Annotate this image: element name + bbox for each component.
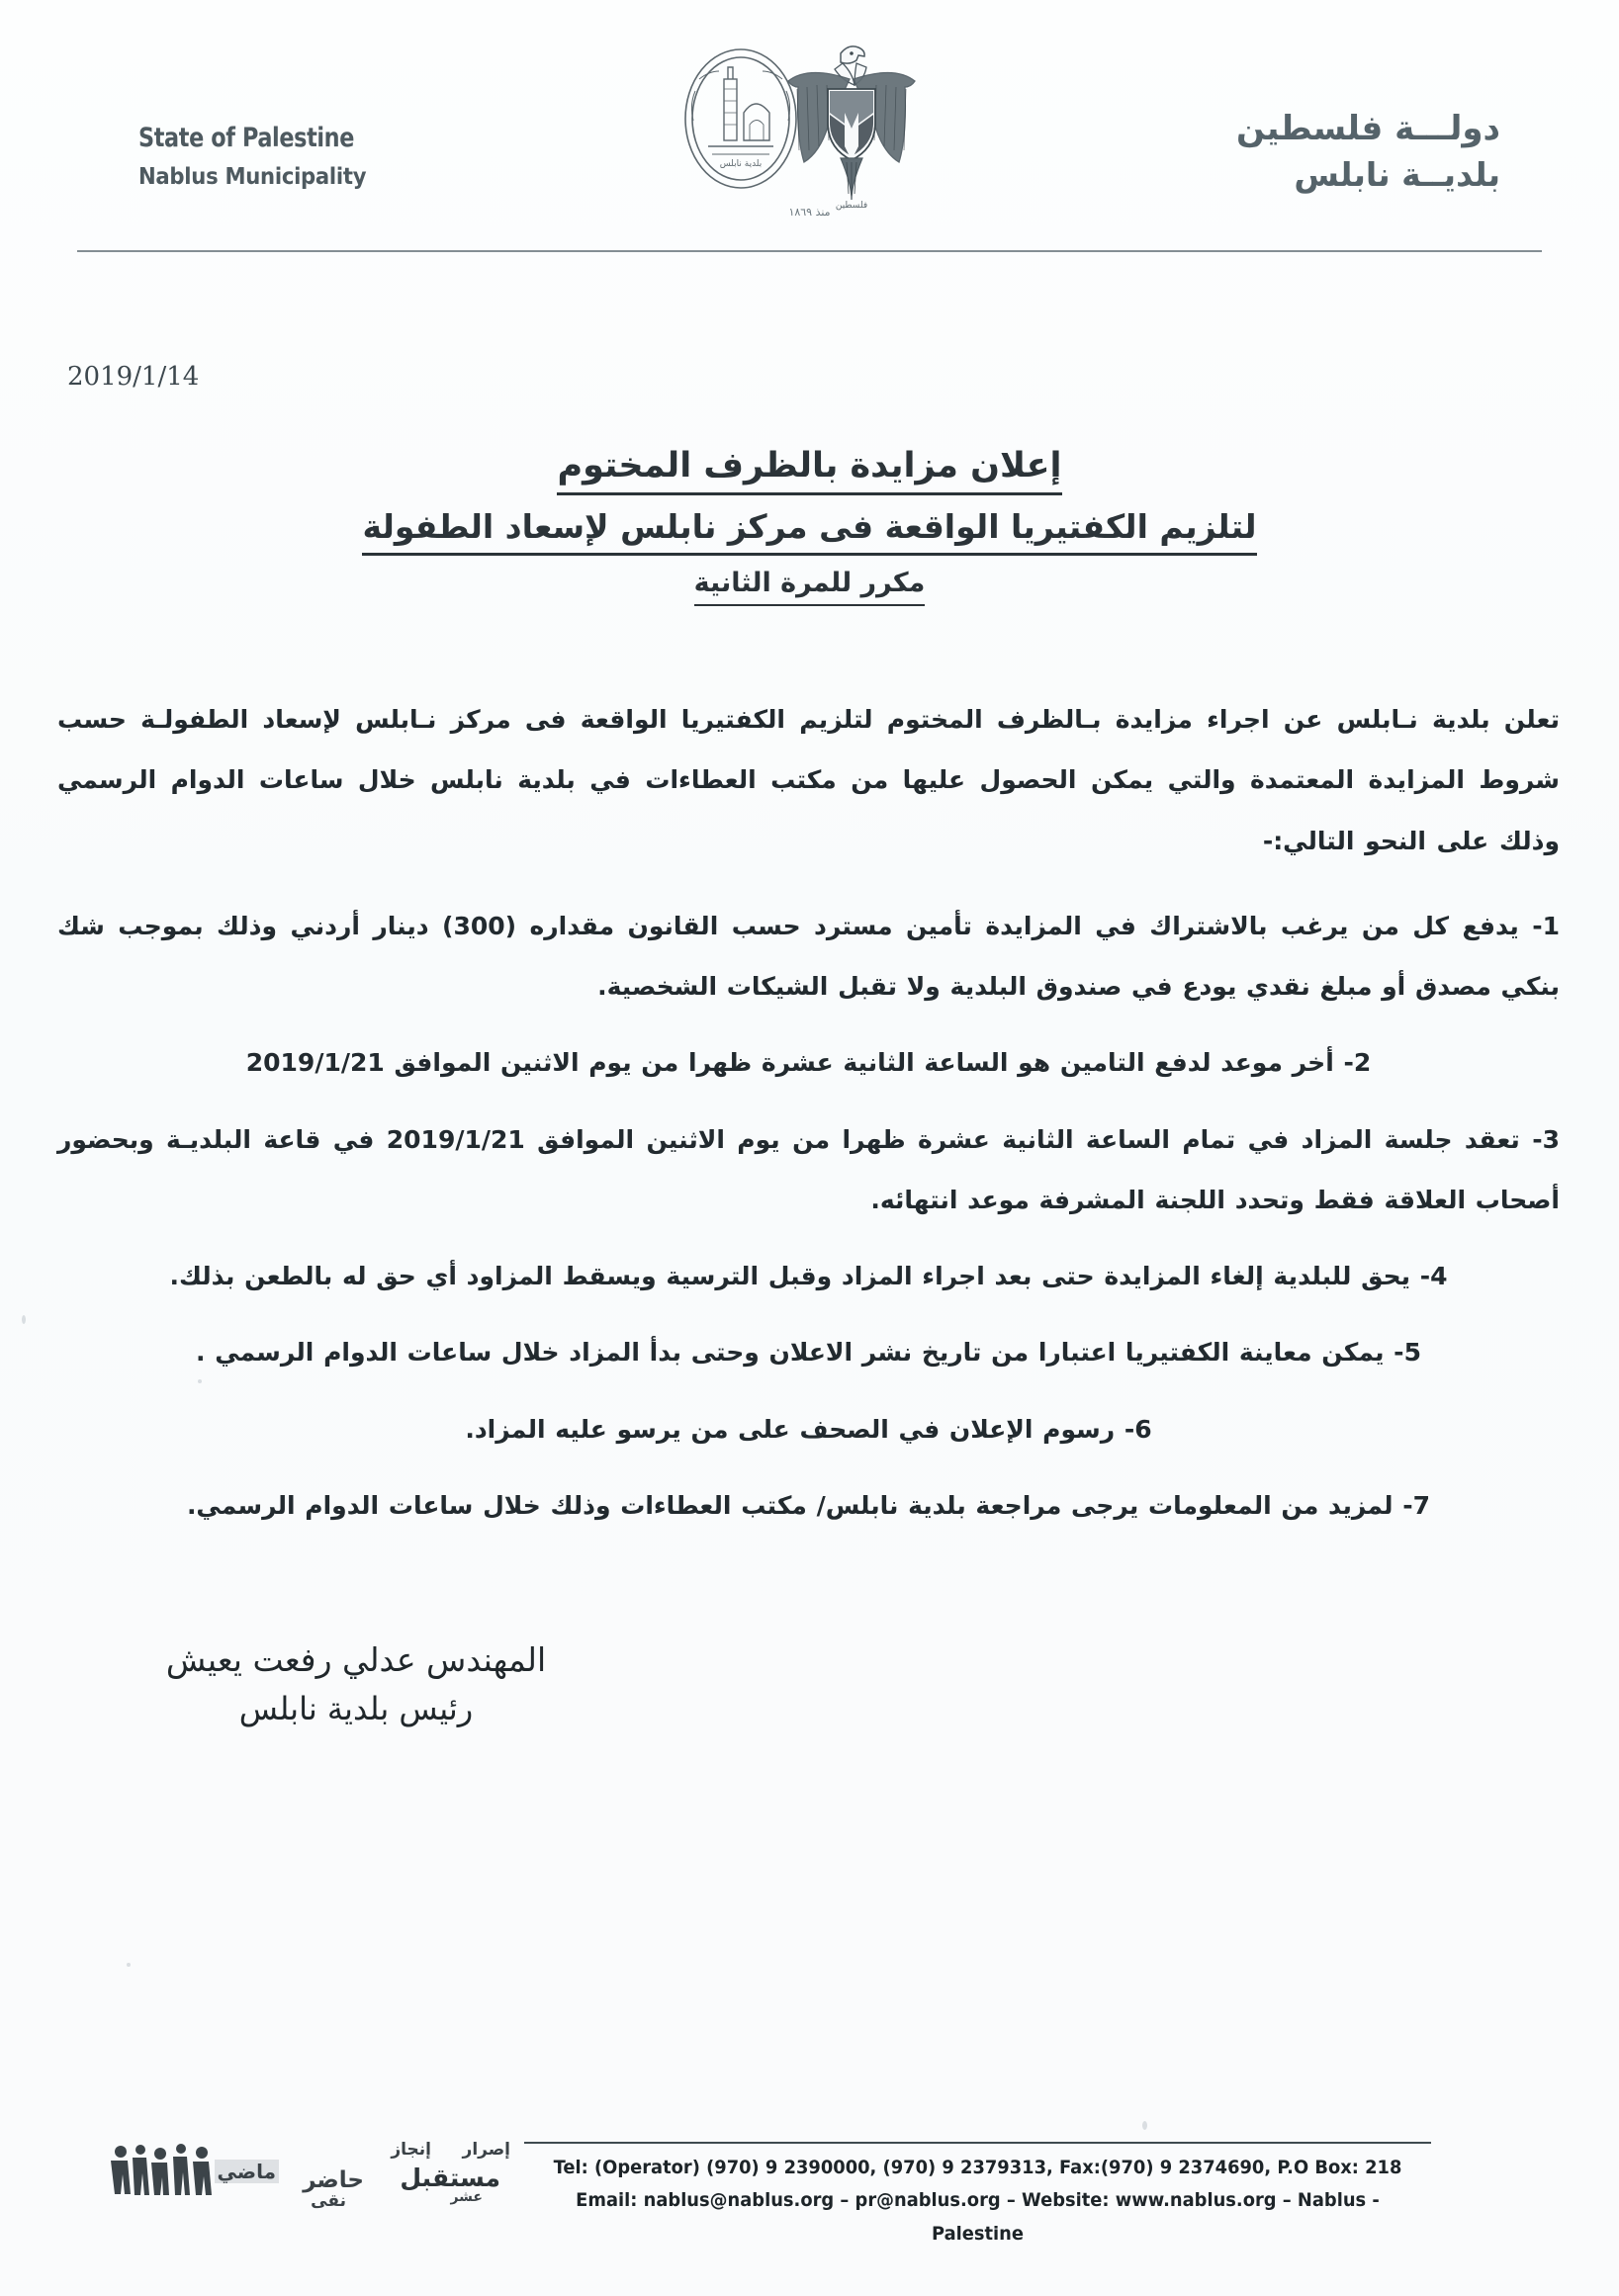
footer-phone-line: Tel: (Operator) (970) 9 2390000, (970) 9 2379313, Fax:(970) 9 2374690, P.O Box: 218	[553, 2157, 1402, 2178]
document-date: 2019/1/14	[67, 362, 200, 392]
footer-word-ashr: عشر	[450, 2189, 483, 2205]
footer-divider	[524, 2142, 1431, 2144]
list-item: 6- رسوم الإعلان في الصحف على من يرسو عليه المزاد.	[465, 1414, 1152, 1444]
palestine-eagle-emblem-icon	[647, 32, 973, 219]
header-state-of-palestine-ar: دولـــة فلسطين	[1235, 109, 1500, 148]
header-nablus-municipality-en: Nablus Municipality	[138, 163, 367, 190]
footer-contact-block	[524, 2152, 1431, 2251]
footer-campaign-logo	[109, 2132, 510, 2223]
header-english-block	[138, 122, 386, 193]
intro-paragraph: تعلن بلدية نـابلس عن اجراء مزايدة بـالظرف المختوم لتلزيم الكفتيريا الواقعة فى مركز نـابلس لإسعاد الطفولـة حسب شروط المزايدة المعتمدة والتي يمكن الحصول عليها من مكتب العطاءات في بلدية نابلس خلال ساعات الدوام الرسمي وذلك على النحو التالي:-	[57, 705, 1560, 855]
conditions-list	[57, 896, 1560, 1536]
page-subtitle: لتلزيم الكفتيريا الواقعة فى مركز نابلس لإسعاد الطفولة	[362, 504, 1256, 556]
page-title: إعلان مزايدة بالظرف المختوم	[557, 443, 1061, 495]
footer-word-injaz: إنجاز	[391, 2140, 431, 2160]
document-footer	[0, 2126, 1619, 2245]
footer-email-line: Email: nablus@nablus.org – pr@nablus.org – Website: www.nablus.org – Nablus - Palestine	[576, 2189, 1380, 2245]
footer-campaign-words	[217, 2138, 512, 2217]
footer-word-madi: ماضي	[215, 2160, 279, 2183]
list-item: 1- يدفع كل من يرغب بالاشتراك في المزايدة تأمين مسترد حسب القانون مقداره (300) دينار أردني وذلك بموجب شك بنكي مصدق أو مبلغ نقدي يودع في صندوق البلدية ولا تقبل الشيكات الشخصية.	[57, 911, 1560, 1001]
footer-word-naqa: نقى	[311, 2191, 346, 2211]
list-item: 2- أخر موعد لدفع التامين هو الساعة الثانية عشرة ظهرا من يوم الاثنين الموافق 2019/1/21	[245, 1048, 1372, 1078]
list-item: 4- يحق للبلدية إلغاء المزايدة حتى بعد اجراء المزاد وقبل الترسية ويسقط المزاود أي حق له بالطعن بذلك.	[169, 1262, 1448, 1290]
footer-word-hadir: حاضر	[303, 2167, 364, 2193]
document-body	[57, 664, 1560, 1551]
header-state-of-palestine-en: State of Palestine	[138, 123, 355, 153]
list-item: 5- يمكن معاينة الكفتيريا اعتبارا من تاريخ نشر الاعلان وحتى بدأ المزاد خلال ساعات الدوام الرسمي .	[196, 1338, 1421, 1368]
people-silhouette-icon	[109, 2140, 227, 2201]
list-item: 3- تعقد جلسة المزاد في تمام الساعة الثانية عشرة ظهرا من يوم الاثنين الموافق 2019/1/21 في قاعة البلديـة وبحضور أصحاب العلاقة فقط وتحدد اللجنة المشرفة موعد انتهائه.	[57, 1124, 1560, 1214]
signatory-name: المهندس عدلي رفعت يعيش	[165, 1640, 547, 1679]
document-title-block	[0, 443, 1619, 606]
svg-text:فلسطين: فلسطين	[835, 201, 867, 211]
footer-word-mustaqbal: مستقبل	[400, 2164, 500, 2192]
svg-text:بلدية نابلس: بلدية نابلس	[719, 159, 762, 169]
emblem-founded-caption: منذ ١٨٦٩	[788, 206, 831, 219]
header-divider	[77, 250, 1542, 252]
list-item: 7- لمزيد من المعلومات يرجى مراجعة بلدية نابلس/ مكتب العطاءات وذلك خلال ساعات الدوام الرسمي.	[186, 1490, 1431, 1520]
footer-word-israr: إصرار	[462, 2140, 510, 2160]
page-repeat-note: مكرر للمرة الثانية	[694, 565, 926, 606]
signature-block	[148, 1636, 564, 1731]
scan-artifact	[198, 1379, 202, 1383]
header-arabic-block	[1236, 107, 1500, 197]
header-nablus-municipality-ar: بلديــة نابلس	[1294, 155, 1500, 195]
scan-artifact	[127, 1963, 131, 1967]
signatory-role: رئيس بلدية نابلس	[238, 1689, 474, 1727]
scan-artifact	[22, 1315, 26, 1324]
document-header	[0, 28, 1619, 240]
